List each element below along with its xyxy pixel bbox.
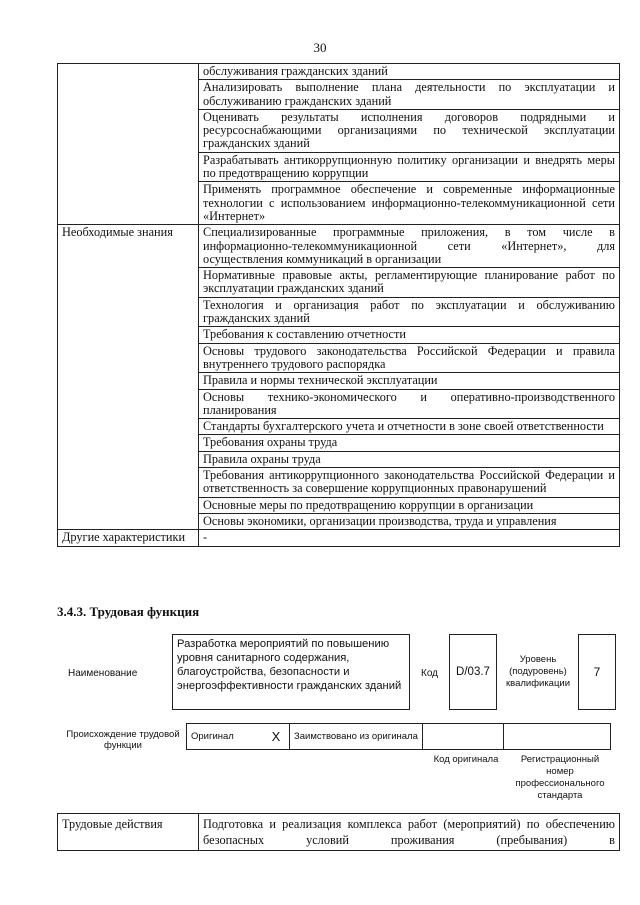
- section-title: 3.4.3. Трудовая функция: [57, 604, 200, 619]
- requirement-item: обслуживания гражданских зданий: [199, 64, 620, 80]
- original-label: Оригинал: [187, 724, 264, 750]
- actions-table: [57, 813, 620, 851]
- requirement-item: Разрабатывать антикоррупционную политику организации и внедрять меры по предотвращению коррупции: [199, 152, 620, 182]
- reg-number-cell: [504, 724, 611, 750]
- level-box: 7: [578, 634, 616, 710]
- borrowed-label: Заимствовано из оригинала: [290, 724, 423, 750]
- code-label: Код: [421, 668, 439, 679]
- requirement-item: Анализировать выполнение плана деятельности по эксплуатации и обслуживанию гражданских зданий: [199, 80, 620, 110]
- requirements-table: [57, 63, 620, 547]
- original-code-cell: [423, 724, 504, 750]
- requirement-group-label: Другие характеристики: [58, 530, 199, 546]
- requirement-item: Правила и нормы технической эксплуатации: [199, 373, 620, 389]
- origin-table: [186, 723, 611, 750]
- requirements-row: [58, 225, 620, 268]
- requirement-item: Технология и организация работ по эксплуатации и обслуживанию гражданских зданий: [199, 297, 620, 327]
- origin-label: Происхождение трудовой функции: [66, 729, 180, 751]
- level-label: Уровень (подуровень) квалификации: [505, 654, 571, 689]
- reg-number-label: Регистрационный номер профессионального стандарта: [515, 754, 605, 801]
- requirement-item: Требования к составлению отчетности: [199, 327, 620, 343]
- requirement-item: -: [199, 530, 620, 546]
- requirement-item: Основы трудового законодательства Российской Федерации и правила внутреннего трудового распорядка: [199, 343, 620, 373]
- function-name-box: Разработка мероприятий по повышению уровня санитарного содержания, благоустройства, безопасности и энергоэффективности гражданских зданий: [172, 634, 410, 710]
- code-box: D/03.7: [449, 634, 497, 710]
- actions-label: Трудовые действия: [58, 814, 199, 851]
- requirement-item: Правила охраны труда: [199, 451, 620, 467]
- requirement-item: Оценивать результаты исполнения договоров подрядными и ресурсоснабжающими организациями по технической эксплуатации гражданских зданий: [199, 109, 620, 152]
- name-label: Наименование: [68, 668, 138, 679]
- original-mark: X: [263, 724, 290, 750]
- requirement-item: Применять программное обеспечение и современные информационные технологии с использованием информационно-телекоммуникационной сети «Интернет»: [199, 182, 620, 225]
- original-code-label: Код оригинала: [433, 754, 499, 765]
- requirement-item: Требования антикоррупционного законодательства Российской Федерации и ответственность за совершение коррупционных правонарушений: [199, 468, 620, 498]
- requirement-group-label: [58, 64, 199, 225]
- requirement-item: Основы экономики, организации производства, труда и управления: [199, 513, 620, 529]
- requirement-item: Нормативные правовые акты, регламентирующие планирование работ по эксплуатации гражданских зданий: [199, 268, 620, 298]
- requirement-item: Стандарты бухгалтерского учета и отчетности в зоне своей ответственности: [199, 419, 620, 435]
- page-number: 30: [313, 40, 327, 55]
- requirement-item: Требования охраны труда: [199, 435, 620, 451]
- requirement-item: Специализированные программные приложения, в том числе в информационно-телекоммуникационной сети «Интернет», для осуществления коммуникаций в организации: [199, 225, 620, 268]
- requirement-group-label: Необходимые знания: [58, 225, 199, 530]
- requirements-row: [58, 530, 620, 546]
- requirement-item: Основные меры по предотвращению коррупции в организации: [199, 497, 620, 513]
- requirement-item: Основы технико-экономического и оперативно-производственного планирования: [199, 389, 620, 419]
- actions-text: Подготовка и реализация комплекса работ (мероприятий) по обеспечению безопасных условий проживания (пребывания) в: [199, 814, 620, 851]
- requirements-row: [58, 64, 620, 80]
